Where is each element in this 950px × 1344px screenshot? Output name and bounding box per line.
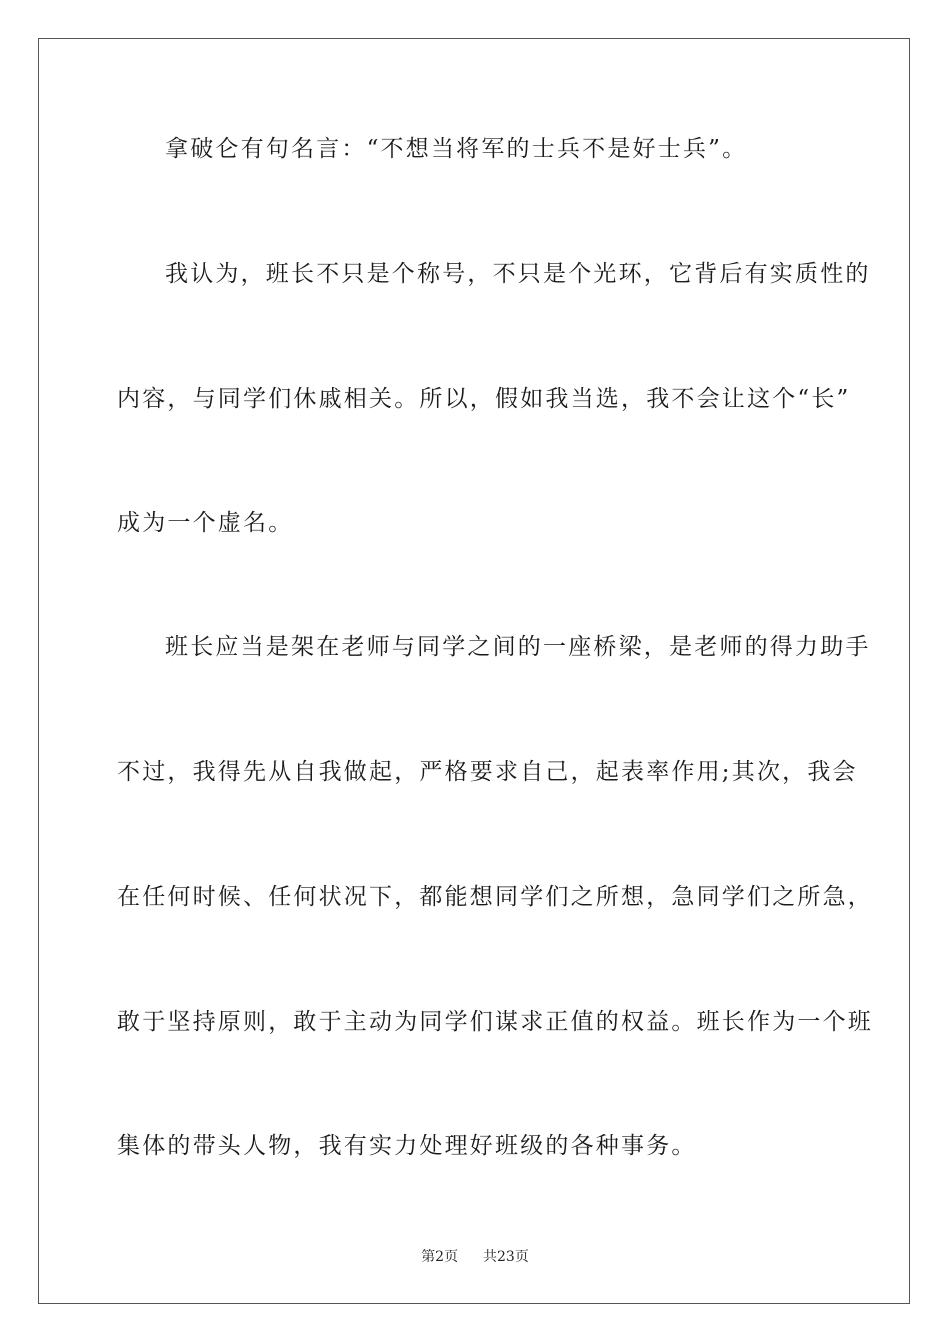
paragraph-line-1: 拿破仑有句名言：“不想当将军的士兵不是好士兵”。 — [165, 136, 748, 162]
paragraph-line-7: 在任何时候、任何状况下，都能想同学们之所想，急同学们之所急， — [117, 884, 873, 910]
paragraph-line-6: 不过，我得先从自我做起，严格要求自己，起表率作用;其次，我会 — [117, 759, 858, 785]
total-pages: 共23页 — [483, 1249, 529, 1265]
paragraph-line-4: 成为一个虚名。 — [117, 510, 294, 536]
paragraph-line-3: 内容，与同学们休戚相关。所以，假如我当选，我不会让这个“长” — [117, 386, 851, 412]
paragraph-line-8: 敢于坚持原则，敢于主动为同学们谋求正值的权益。班长作为一个班 — [117, 1009, 873, 1035]
page-number: 第2页 — [421, 1249, 459, 1265]
page-border — [38, 38, 910, 1304]
paragraph-line-2: 我认为，班长不只是个称号，不只是个光环，它背后有实质性的 — [165, 261, 871, 287]
page-footer — [0, 1246, 950, 1266]
paragraph-line-5: 班长应当是架在老师与同学之间的一座桥梁，是老师的得力助手 — [165, 634, 871, 660]
paragraph-line-9: 集体的带头人物，我有实力处理好班级的各种事务。 — [117, 1133, 697, 1159]
